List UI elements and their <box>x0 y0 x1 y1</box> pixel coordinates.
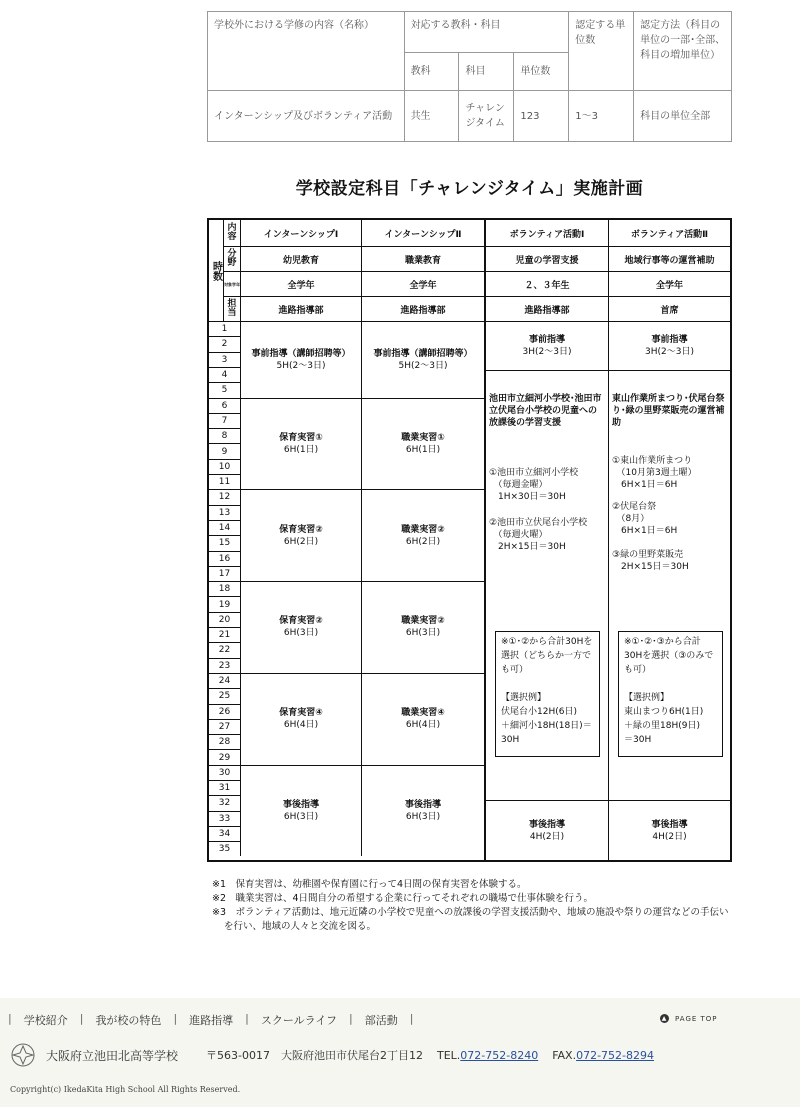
school-emblem-icon <box>10 1042 36 1068</box>
intern1-block-hours: 6H(3日) <box>283 812 319 823</box>
session-number: 11 <box>209 474 240 489</box>
vol2-pre <box>608 321 730 370</box>
intern1-block <box>240 673 361 765</box>
footnote-1: ※1 保育実習は、幼稚園や保育園に行って4日間の保育実習を体験する。 <box>212 879 527 890</box>
intern1-block-hours: 6H(4日) <box>283 720 319 731</box>
session-number: 1 <box>209 321 240 336</box>
vol1-body <box>484 370 608 800</box>
session-number: 23 <box>209 658 240 673</box>
footnote-3: ※3 ボランティア活動は、地元近隣の小学校で児童への放課後の学習支援活動や、地域の施設や祭りの運営などの手伝いを行い、地域の人々と交流を図る。 <box>212 907 729 932</box>
vol2-body-title: 東山作業所まつり･伏尾台祭り･緑の里野菜販売の運営補助 <box>612 394 725 428</box>
label-content: 内容 <box>223 220 240 246</box>
intern2-block-title: 職業実習④ <box>401 708 445 719</box>
intern2-block-title: 職業実習① <box>401 432 445 443</box>
session-number: 12 <box>209 489 240 504</box>
vol1-pre <box>484 321 608 370</box>
intern2-block-hours: 6H(3日) <box>405 812 441 823</box>
intern2-block-title: 事前指導（講師招聘等） <box>373 348 473 359</box>
intern1-block-hours: 6H(2日) <box>283 536 319 547</box>
session-number: 6 <box>209 398 240 413</box>
session-number: 2 <box>209 336 240 351</box>
footer-link-about[interactable]: 学校紹介 <box>23 1014 68 1027</box>
intern2-block-hours: 6H(4日) <box>405 720 441 731</box>
vol1-body-title: 池田市立細河小学校･池田市立伏尾台小学校の児童への放課後の学習支援 <box>489 394 602 428</box>
intern1-block-title: 保育実習① <box>279 432 323 443</box>
page-title: 学校設定科目「チャレンジタイム」実施計画 <box>295 179 644 199</box>
col4-staff: 首席 <box>608 296 730 321</box>
label-grade: 対象学年 <box>223 271 240 296</box>
col1-staff: 進路指導部 <box>240 296 361 321</box>
vol1-pre-hours: 3H(2～3日) <box>522 347 572 357</box>
header-kyoka: 教科 <box>404 53 459 91</box>
credit-table <box>207 11 732 142</box>
intern2-block-hours: 5H(2～3日) <box>398 360 448 371</box>
session-number: 31 <box>209 780 240 795</box>
intern1-block-title: 保育実習④ <box>279 708 323 719</box>
footer-link-clubs[interactable]: 部活動 <box>364 1014 398 1027</box>
tel-label: TEL. <box>436 1048 461 1062</box>
session-number: 29 <box>209 749 240 764</box>
vol1-item1: ①池田市立細河小学校 （毎週金曜） 1H×30日＝30H <box>489 468 579 502</box>
intern2-block <box>361 581 484 673</box>
vol2-item3: ③緑の里野菜販売 2H×15日＝30H <box>612 550 689 572</box>
intern1-block <box>240 581 361 673</box>
vol2-body <box>608 370 730 800</box>
intern1-block-hours: 6H(1日) <box>283 444 319 455</box>
intern2-block-title: 事後指導 <box>404 800 441 811</box>
footer-link-schoollife[interactable]: スクールライフ <box>260 1014 337 1027</box>
vol2-pre-title: 事前指導 <box>651 335 688 345</box>
row-units: 1～3 <box>569 91 634 142</box>
intern1-block-title: 事前指導（講師招聘等） <box>251 348 351 359</box>
intern1-block-title: 保育実習② <box>279 524 323 535</box>
session-number: 13 <box>209 505 240 520</box>
tel-link[interactable]: 072-752-8240 <box>460 1048 539 1062</box>
vol2-post <box>608 800 730 860</box>
col1-title: インターンシップⅠ <box>240 220 361 246</box>
session-number: 16 <box>209 551 240 566</box>
session-number: 26 <box>209 704 240 719</box>
header-method: 認定方法（科目の単位の一部･全部、科目の増加単位） <box>634 12 732 91</box>
footnote-2: ※2 職業実習は、4日間自分の希望する企業に行ってそれぞれの職場で仕事体験を行う。 <box>212 893 594 904</box>
session-number: 15 <box>209 535 240 550</box>
session-number: 9 <box>209 443 240 458</box>
header-tani: 単位数 <box>514 53 569 91</box>
session-number: 5 <box>209 382 240 397</box>
session-number: 34 <box>209 826 240 841</box>
address: 〒563-0017 大阪府池田市伏尾台2丁目12 <box>206 1049 423 1062</box>
tel <box>437 1049 538 1062</box>
footer-link-career[interactable]: 進路指導 <box>189 1014 234 1027</box>
vol1-post-hours: 4H(2日) <box>529 831 565 842</box>
session-number: 3 <box>209 352 240 367</box>
vol2-note-box: ※①･②･③から合計30Hを選択（③のみでも可） 【選択例】 東山まつり6H(1日) ＋緑の里18H(9日) ＝30H <box>618 631 723 757</box>
session-number: 21 <box>209 627 240 642</box>
schedule-grid <box>207 218 732 862</box>
intern2-block <box>361 398 484 490</box>
session-number: 19 <box>209 596 240 611</box>
header-kamoku: 科目 <box>459 53 514 91</box>
label-jisu: 時数 <box>210 260 222 281</box>
fax-label: FAX. <box>552 1048 577 1062</box>
col3-grade: ２、３年生 <box>484 271 608 296</box>
col2-title: インターンシップⅡ <box>361 220 484 246</box>
vol2-item1: ①東山作業所まつり （10月第3週土曜） 6H×1日＝6H <box>612 456 697 490</box>
label-staff: 担当 <box>223 296 240 321</box>
vol1-item2: ②池田市立伏尾台小学校 （毎週火曜） 2H×15日＝30H <box>489 518 588 552</box>
vol1-post <box>484 800 608 860</box>
intern2-block <box>361 321 484 398</box>
col2-staff: 進路指導部 <box>361 296 484 321</box>
session-number: 14 <box>209 520 240 535</box>
page-top-link[interactable] <box>660 1014 718 1023</box>
vol2-post-title: 事後指導 <box>651 819 688 830</box>
header-units: 認定する単位数 <box>569 12 634 91</box>
vol1-pre-title: 事前指導 <box>528 335 565 345</box>
intern1-block <box>240 321 361 398</box>
col4-title: ボランティア活動Ⅱ <box>608 220 730 246</box>
session-number: 30 <box>209 765 240 780</box>
session-number: 33 <box>209 811 240 826</box>
col3-title: ボランティア活動Ⅰ <box>484 220 608 246</box>
row-kyoka: 共生 <box>404 91 459 142</box>
session-number: 20 <box>209 612 240 627</box>
session-number: 35 <box>209 841 240 856</box>
fax-link[interactable]: 072-752-8294 <box>576 1048 655 1062</box>
intern2-block-title: 職業実習② <box>401 524 445 535</box>
session-number: 4 <box>209 367 240 382</box>
row-tani: 123 <box>514 91 569 142</box>
intern1-block <box>240 398 361 490</box>
vol1-note-box: ※①･②から合計30Hを選択（どちらか一方でも可） 【選択例】 伏尾台小12H(6日) ＋細河小18H(18日)＝30H <box>495 631 600 757</box>
vol2-item2: ②伏尾台祭 （8月） 6H×1日＝6H <box>612 502 678 536</box>
intern2-block-hours: 6H(1日) <box>405 444 441 455</box>
intern1-block-hours: 6H(3日) <box>283 628 319 639</box>
intern2-block-title: 職業実習② <box>401 616 445 627</box>
col2-grade: 全学年 <box>361 271 484 296</box>
label-field: 分野 <box>223 246 240 271</box>
school-info <box>10 1042 654 1068</box>
intern2-block <box>361 765 484 857</box>
row-method: 科目の単位全部 <box>634 91 732 142</box>
row-kamoku: チャレンジタイム <box>459 91 514 142</box>
intern1-block-title: 事後指導 <box>282 800 319 811</box>
col3-field: 児童の学習支援 <box>484 246 608 271</box>
col3-staff: 進路指導部 <box>484 296 608 321</box>
session-number: 7 <box>209 413 240 428</box>
session-number: 8 <box>209 428 240 443</box>
copyright: Copyright(c) IkedaKita High School All Rights Reserved. <box>10 1085 241 1094</box>
session-number: 32 <box>209 795 240 810</box>
intern1-block-hours: 5H(2～3日) <box>276 360 326 371</box>
intern2-block <box>361 673 484 765</box>
intern2-block-hours: 6H(3日) <box>405 628 441 639</box>
intern1-block <box>240 765 361 857</box>
col1-field: 幼児教育 <box>240 246 361 271</box>
session-number: 28 <box>209 734 240 749</box>
session-number: 27 <box>209 719 240 734</box>
page-top-label: PAGE TOP <box>675 1014 718 1023</box>
session-number: 22 <box>209 642 240 657</box>
session-number: 17 <box>209 566 240 581</box>
intern2-block-hours: 6H(2日) <box>405 536 441 547</box>
intern1-block <box>240 489 361 581</box>
session-number: 24 <box>209 673 240 688</box>
footer-link-features[interactable]: 我が校の特色 <box>95 1014 162 1027</box>
session-number: 18 <box>209 581 240 596</box>
col2-field: 職業教育 <box>361 246 484 271</box>
vol2-post-hours: 4H(2日) <box>652 831 687 842</box>
session-number: 10 <box>209 459 240 474</box>
school-name: 大阪府立池田北高等学校 <box>46 1048 179 1063</box>
row-content: インターンシップ及びボランティア活動 <box>208 91 405 142</box>
col4-field: 地域行事等の運営補助 <box>608 246 730 271</box>
vol2-pre-hours: 3H(2～3日) <box>645 347 694 357</box>
footer-nav: | 学校紹介 | 我が校の特色 | 進路指導 | スクールライフ | 部活動 | <box>8 1012 414 1027</box>
col4-grade: 全学年 <box>608 271 730 296</box>
col1-grade: 全学年 <box>240 271 361 296</box>
session-number: 25 <box>209 688 240 703</box>
arrow-up-icon: ▲ <box>661 1015 668 1022</box>
header-subject: 対応する教科・科目 <box>404 12 569 53</box>
header-content: 学校外における学修の内容（名称） <box>208 12 405 91</box>
intern1-block-title: 保育実習② <box>279 616 323 627</box>
vol1-post-title: 事後指導 <box>528 819 565 830</box>
footnotes <box>212 878 732 934</box>
fax <box>552 1049 654 1062</box>
intern2-block <box>361 489 484 581</box>
site-footer <box>0 998 800 1107</box>
